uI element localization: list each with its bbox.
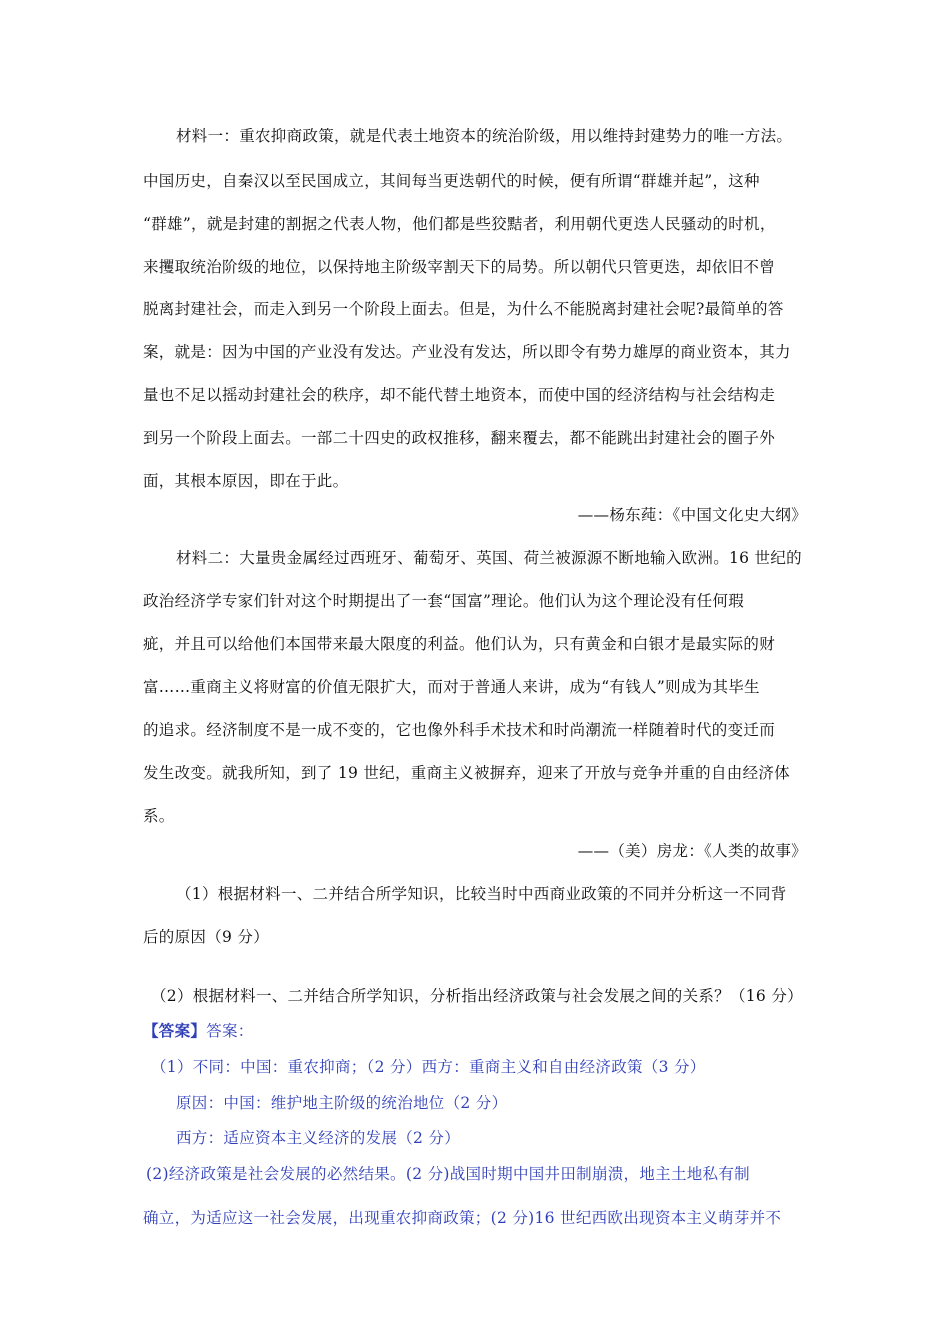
question2-text: （2）根据材料一、二并结合所学知识，分析指出经济政策与社会发展之间的关系？（16 分） <box>151 987 803 1005</box>
question1-line-2: 后的原因（9 分） <box>143 928 269 946</box>
material2-source: ——（美）房龙：《人类的故事》 <box>577 842 807 860</box>
material2-line-6: 发生改变。就我所知，到了 19 世纪，重商主义被摒弃，迎来了开放与竞争并重的自由经济体 <box>143 764 790 782</box>
material1-line-6: 案，就是：因为中国的产业没有发达。产业没有发达，所以即令有势力雄厚的商业资本，其力 <box>143 343 791 361</box>
answer-line-1: （1）不同：中国：重农抑商；（2 分）西方：重商主义和自由经济政策（3 分） <box>151 1058 706 1076</box>
material1-line-4: 来攫取统治阶级的地位，以保持地主阶级宰割天下的局势。所以朝代只管更迭，却依旧不曾 <box>143 258 776 276</box>
answer-tag: 【答案】 <box>143 1021 207 1040</box>
material2-line-5: 的追求。经济制度不是一成不变的，它也像外科手术技术和时尚潮流一样随着时代的变迁而 <box>143 721 776 739</box>
material1-line-5: 脱离封建社会，而走入到另一个阶段上面去。但是，为什么不能脱离封建社会呢?最简单的答 <box>143 300 784 318</box>
answer-heading <box>143 1021 254 1041</box>
material2-line-4: 富……重商主义将财富的价值无限扩大，而对于普通人来讲，成为“有钱人”则成为其毕生 <box>143 678 760 696</box>
material1-line-3: “群雄”，就是封建的割据之代表人物，他们都是些狡黠者，利用朝代更迭人民骚动的时机， <box>143 215 776 233</box>
answer-label: 答案： <box>206 1022 254 1040</box>
answer-line-4: (2)经济政策是社会发展的必然结果。(2 分)战国时期中国井田制崩溃，地主土地私有制 <box>146 1165 750 1183</box>
material1-line-9: 面，其根本原因，即在于此。 <box>143 472 349 490</box>
answer-line-5: 确立，为适应这一社会发展，出现重农抑商政策；(2 分)16 世纪西欧出现资本主义萌芽并不 <box>143 1209 782 1227</box>
material1-line-8: 到另一个阶段上面去。一部二十四史的政权推移，翻来覆去，都不能跳出封建社会的圈子外 <box>143 429 776 447</box>
material1-line-7: 量也不足以摇动封建社会的秩序，却不能代替土地资本，而使中国的经济结构与社会结构走 <box>143 386 776 404</box>
material1-line-1: 材料一：重农抑商政策，就是代表土地资本的统治阶级，用以维持封建势力的唯一方法。 <box>176 127 793 145</box>
material2-line-3: 疵，并且可以给他们本国带来最大限度的利益。他们认为，只有黄金和白银才是最实际的财 <box>143 635 776 653</box>
material1-line-2: 中国历史，自秦汉以至民国成立，其间每当更迭朝代的时候，便有所谓“群雄并起”，这种 <box>143 172 760 190</box>
question1-line-1: （1）根据材料一、二并结合所学知识，比较当时中西商业政策的不同并分析这一不同背 <box>176 885 787 903</box>
answer-line-3: 西方：适应资本主义经济的发展（2 分） <box>176 1129 460 1147</box>
material2-line-7: 系。 <box>143 807 175 825</box>
material2-line-1: 材料二：大量贵金属经过西班牙、葡萄牙、英国、荷兰被源源不断地输入欧洲。16 世纪的 <box>176 549 802 567</box>
material2-line-2: 政治经济学专家们针对这个时期提出了一套“国富”理论。他们认为这个理论没有任何瑕 <box>143 592 745 610</box>
answer-line-2: 原因：中国：维护地主阶级的统治地位（2 分） <box>176 1094 508 1112</box>
material1-source: ——杨东莼：《中国文化史大纲》 <box>577 506 807 524</box>
